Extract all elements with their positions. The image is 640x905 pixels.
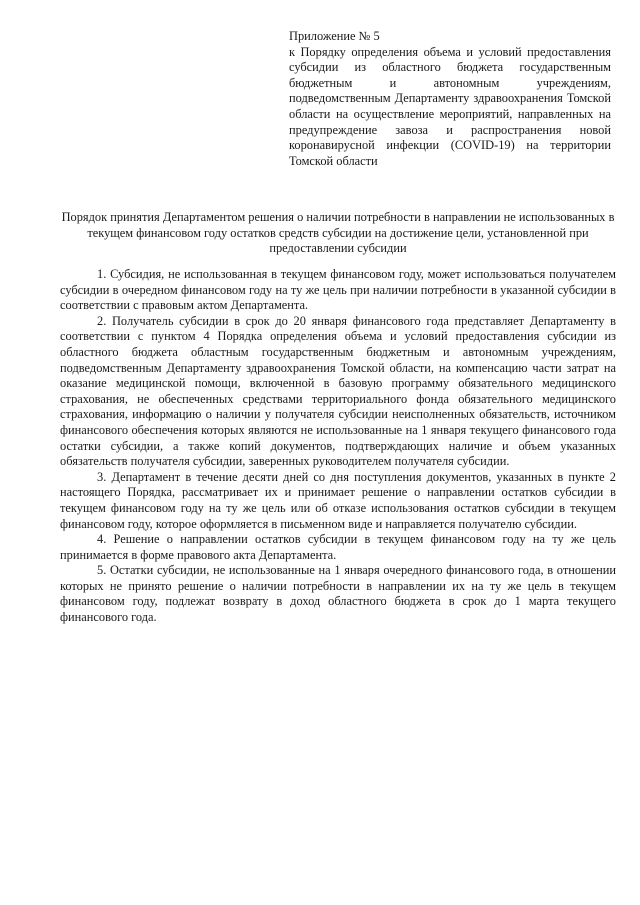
- paragraph-3: 3. Департамент в течение десяти дней со дня поступления документов, указанных в пункте 2 настоящего Порядка, рассматривает их и принимает решение о направлении остатков субсидии в текущем финансовом году на ту же цель или об отказе использования остатков субсидии в текущем финансовом году, которое оформляется в письменном виде и направляется получателю субсидии.: [60, 469, 616, 531]
- appendix-title: Приложение № 5: [289, 29, 380, 43]
- document-title: Порядок принятия Департаментом решения о наличии потребности в направлении не использованных в текущем финансовом году остатков средств субсидии на достижение цели, установленной при предоставлении субсидии: [61, 210, 615, 256]
- paragraph-2: 2. Получатель субсидии в срок до 20 января финансового года представляет Департаменту в соответствии с пунктом 4 Порядка определения объема и условий предоставления субсидии из областного бюджета областным государственным бюджетным и автономным учреждениям, подведомственным Департаменту здравоохранения Томской области, на компенсацию части затрат на оказание медицинской помощи, включенной в базовую программу обязательного медицинского страхования, не обеспеченных средствами территориального фонда обязательного медицинского страхования, информацию о наличии у получателя субсидии неисполненных обязательств, источником финансового обеспечения которых являются не использованные на 1 января текущего финансового года остатки субсидии, а также копий документов, подтверждающих наличие и объем указанных обязательств получателя субсидии, заверенных руководителем получателя субсидии.: [60, 313, 616, 469]
- appendix-header: [289, 29, 611, 169]
- paragraph-1: 1. Субсидия, не использованная в текущем финансовом году, может использоваться получателем субсидии в очередном финансовом году на ту же цель при наличии потребности в указанной субсидии в соответствии с правовым актом Департамента.: [60, 267, 616, 313]
- document-body: [60, 267, 616, 626]
- appendix-reference: к Порядку определения объема и условий предоставления субсидии из областного бюджета государственным бюджетным и автономным учреждениям, подведомственным Департаменту здравоохранения Томской области на осуществление мероприятий, направленных на предупреждение завоза и распространения новой коронавирусной инфекции (COVID-19) на территории Томской области: [289, 44, 611, 168]
- paragraph-5: 5. Остатки субсидии, не использованные на 1 января очередного финансового года, в отношении которых не принято решение о наличии потребности в направлении их на ту же цель в текущем финансовом году, подлежат возврату в доход областного бюджета в срок до 1 марта текущего финансового года.: [60, 563, 616, 625]
- paragraph-4: 4. Решение о направлении остатков субсидии в текущем финансовом году на ту же цель принимается в форме правового акта Департамента.: [60, 532, 616, 562]
